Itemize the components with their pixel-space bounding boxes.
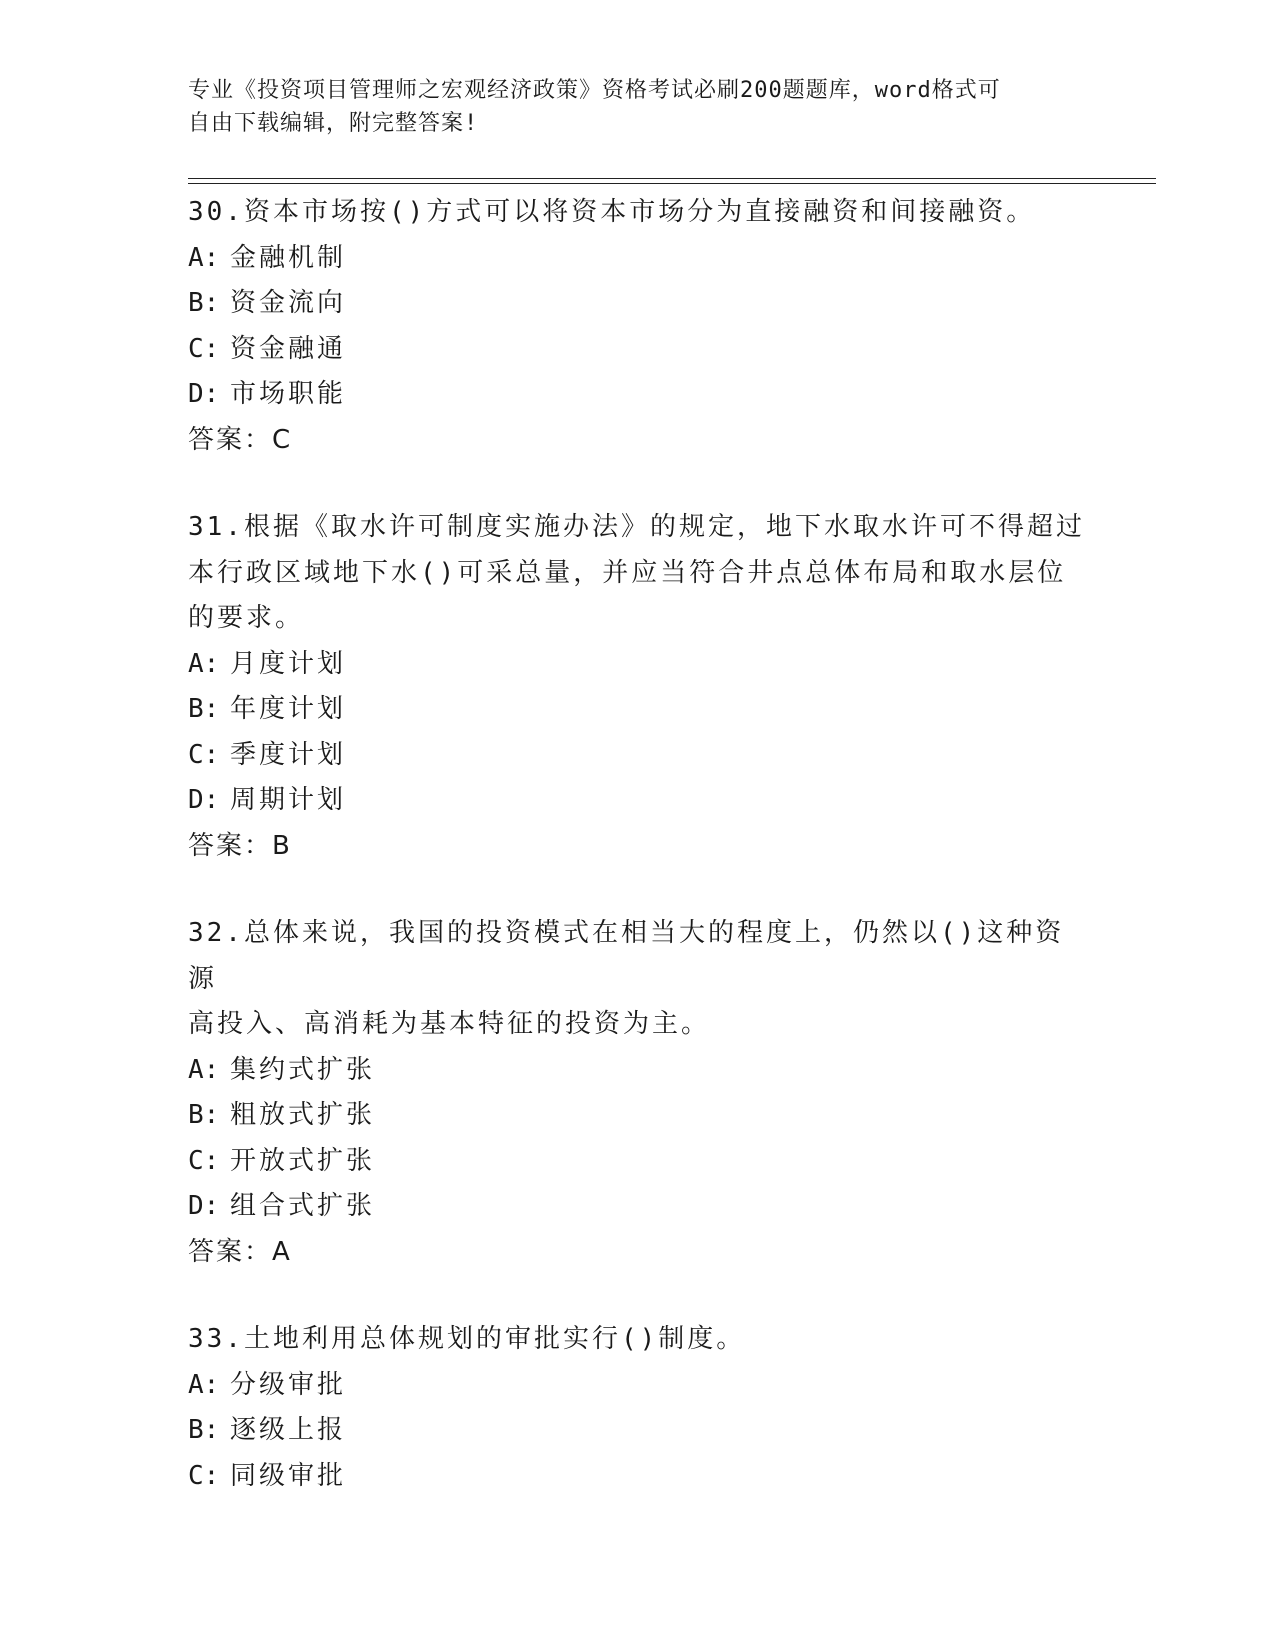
option-item [188, 778, 1088, 824]
question-stem-line: 高投入、高消耗为基本特征的投资为主。 [188, 1009, 711, 1039]
question-stem [188, 911, 1088, 1048]
question-stem-line: 的要求。 [188, 603, 305, 633]
option-key: A: [188, 242, 220, 273]
question-stem [188, 1317, 1088, 1363]
header-line-1: 专业《投资项目管理师之宏观经济政策》资格考试必刷200题题库，word格式可 [188, 78, 1001, 103]
question-stem-line: 30.资本市场按()方式可以将资本市场分为直接融资和间接融资。 [188, 197, 1036, 227]
option-item [188, 1184, 1088, 1230]
option-text: 年度计划 [230, 694, 347, 724]
header-divider-bottom [188, 183, 1156, 184]
option-key: B: [188, 288, 220, 318]
option-key: C: [188, 1460, 220, 1491]
option-key: A: [188, 1054, 220, 1085]
option-item [188, 1048, 1088, 1094]
option-text: 分级审批 [230, 1369, 347, 1400]
answer-line: 答案：C [188, 424, 293, 455]
option-text: 季度计划 [230, 739, 347, 770]
option-key: A: [188, 648, 220, 679]
option-item [188, 236, 1088, 282]
option-key: D: [188, 1191, 220, 1221]
answer-line: 答案：A [188, 1236, 292, 1267]
option-item [188, 372, 1088, 418]
option-text: 资金流向 [230, 288, 347, 318]
option-item [188, 687, 1088, 733]
header-line-2: 自由下载编辑，附完整答案! [188, 111, 479, 136]
question-stem [188, 505, 1088, 642]
option-item [188, 733, 1088, 779]
option-key: D: [188, 785, 220, 815]
option-key: C: [188, 1145, 220, 1176]
option-key: C: [188, 739, 220, 770]
question-item [188, 505, 1088, 869]
question-stem-line: 31.根据《取水许可制度实施办法》的规定，地下水取水许可不得超过 [188, 512, 1085, 542]
option-text: 同级审批 [230, 1460, 347, 1491]
option-text: 金融机制 [230, 242, 347, 273]
option-key: B: [188, 1100, 220, 1130]
option-item [188, 327, 1088, 373]
option-key: B: [188, 1415, 220, 1445]
option-item [188, 642, 1088, 688]
question-item [188, 1317, 1088, 1499]
option-text: 逐级上报 [230, 1415, 347, 1445]
option-text: 组合式扩张 [230, 1191, 376, 1221]
question-stem-line: 本行政区域地下水()可采总量，并应当符合井点总体布局和取水层位 [188, 557, 1067, 588]
option-item [188, 1408, 1088, 1454]
question-item [188, 190, 1088, 463]
option-text: 粗放式扩张 [230, 1100, 376, 1130]
document-header [188, 74, 1088, 140]
option-key: A: [188, 1369, 220, 1400]
question-stem [188, 190, 1088, 236]
option-text: 月度计划 [230, 648, 347, 679]
option-item [188, 1363, 1088, 1409]
option-text: 开放式扩张 [230, 1145, 376, 1176]
option-key: C: [188, 333, 220, 364]
question-item [188, 911, 1088, 1275]
option-item [188, 1093, 1088, 1139]
header-divider-top [188, 178, 1156, 179]
question-list [188, 190, 1088, 1541]
question-stem-line: 32.总体来说，我国的投资模式在相当大的程度上，仍然以()这种资源 [188, 918, 1065, 994]
option-text: 集约式扩张 [230, 1054, 376, 1085]
answer-line: 答案：B [188, 830, 292, 861]
question-stem-line: 33.土地利用总体规划的审批实行()制度。 [188, 1324, 746, 1354]
option-key: B: [188, 694, 220, 724]
option-item [188, 281, 1088, 327]
option-text: 市场职能 [230, 379, 347, 409]
option-text: 周期计划 [230, 785, 347, 815]
option-item [188, 1454, 1088, 1500]
option-key: D: [188, 379, 220, 409]
option-text: 资金融通 [230, 333, 347, 364]
option-item [188, 1139, 1088, 1185]
